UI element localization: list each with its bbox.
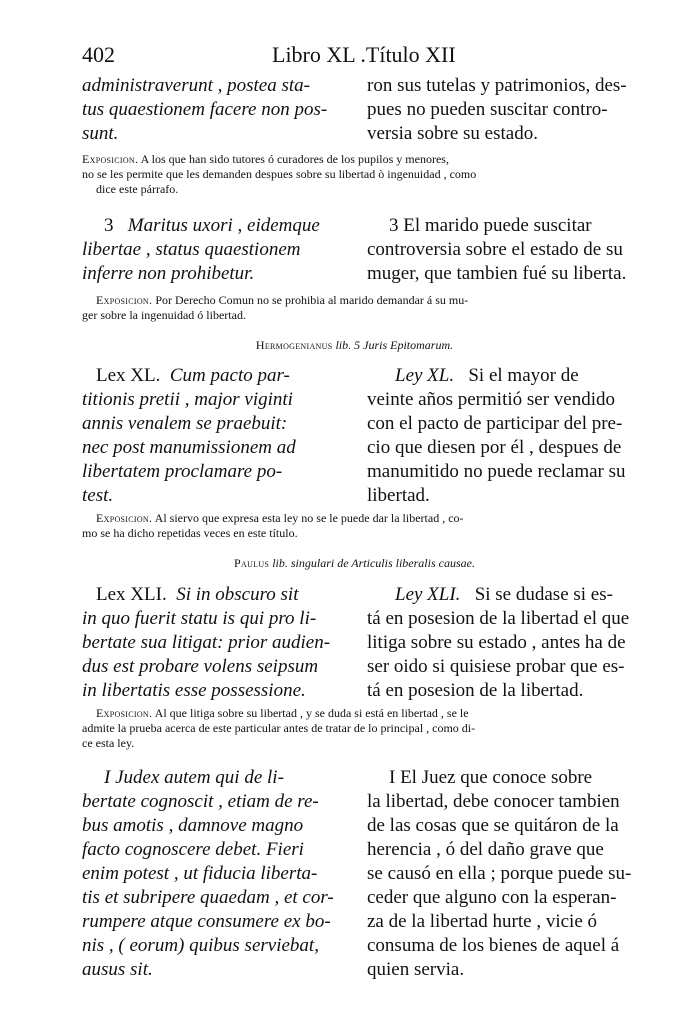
spanish-line: libertad. [367, 485, 430, 506]
spanish-line: herencia , ó del daño grave que [367, 839, 604, 860]
spanish-line: con el pacto de participar del pre- [367, 413, 623, 434]
exposicion-text: ger sobre la ingenuidad ó libertad. [82, 308, 246, 322]
latin-line: in libertatis esse possessione. [82, 680, 306, 701]
source-author: Paulus [234, 556, 270, 570]
latin-line: bertate sua litigat: prior audien- [82, 632, 331, 653]
running-title: Libro XL .Título XII [272, 42, 456, 67]
spanish-line: manumitido no puede reclamar su [367, 461, 626, 482]
latin-line: libertatem proclamare po- [82, 461, 283, 482]
spanish-line: tá en posesion de la libertad el que [367, 608, 630, 629]
spanish-column [367, 364, 627, 508]
spanish-line: quien servia. [367, 959, 465, 980]
spanish-line: muger, que tambien fué su liberta. [367, 263, 627, 284]
spanish-line: consuma de los bienes de aquel á [367, 935, 620, 956]
latin-line: tus quaestionem facere non pos- [82, 99, 328, 120]
exposicion-text: Por Derecho Comun no se prohibia al marido demandar á su mu- [155, 293, 469, 307]
exposicion-text: dice este párrafo. [96, 182, 179, 196]
latin-line: test. [82, 485, 114, 506]
exposicion-text: Al siervo que expresa esta ley no se le puede dar la libertad , co- [154, 511, 464, 525]
latin-line: bus amotis , damnove magno [82, 815, 304, 836]
spanish-line: Si el mayor de [468, 365, 579, 386]
spanish-line: tá en posesion de la libertad. [367, 680, 584, 701]
latin-line: Si in obscuro sit [176, 584, 299, 605]
exposicion-label: Exposicion. [96, 511, 153, 525]
exposicion-label: Exposicion. [96, 706, 153, 720]
exposicion-2 [82, 293, 627, 323]
latin-line: dus est probare volens seipsum [82, 656, 319, 677]
latin-line: I Judex autem qui de li- [104, 767, 284, 788]
spanish-column [367, 74, 627, 146]
spanish-column [367, 766, 632, 982]
spanish-line: se causó en ella ; porque puede su- [367, 863, 632, 884]
spanish-line: la libertad, debe conocer tambien [367, 791, 620, 812]
paragraph-number: 3 [104, 215, 114, 236]
source-citation-1 [82, 338, 627, 353]
latin-line: tis et subripere quaedam , et cor- [82, 887, 334, 908]
exposicion-text: A los que han sido tutores ó curadores de los pupilos y menores, [140, 152, 449, 166]
exposicion-label: Exposicion. [82, 152, 139, 166]
page-number: 402 [82, 42, 115, 67]
latin-column [82, 766, 350, 982]
spanish-column [367, 214, 627, 286]
latin-column [82, 583, 350, 703]
exposicion-text: mo se ha dicho repetidas veces en este título. [82, 526, 298, 540]
spanish-line: litiga sobre su estado , antes ha de [367, 632, 626, 653]
latin-line: inferre non prohibetur. [82, 263, 255, 284]
latin-column [82, 364, 350, 508]
exposicion-4 [82, 706, 627, 751]
spanish-line: cio que diesen por él , despues de [367, 437, 622, 458]
spanish-line: versia sobre su estado. [367, 123, 538, 144]
latin-line: nec post manumissionem ad [82, 437, 296, 458]
latin-line: Maritus uxori , eidemque [127, 215, 320, 236]
latin-line: titionis pretii , major viginti [82, 389, 293, 410]
exposicion-text: Al que litiga sobre su libertad , y se duda si está en libertad , se le [154, 706, 469, 720]
spanish-line: veinte años permitió ser vendido [367, 389, 615, 410]
spanish-line: controversia sobre el estado de su [367, 239, 623, 260]
source-author: Hermogenianus [255, 338, 333, 352]
exposicion-label: Exposicion. [96, 293, 153, 307]
latin-line: sunt. [82, 123, 119, 144]
spanish-column [367, 583, 630, 703]
latin-line: libertae , status quaestionem [82, 239, 301, 260]
lex-heading: Lex XL. [96, 365, 161, 386]
spanish-line: ceder que alguno con la esperan- [367, 887, 617, 908]
ley-heading: Ley XL. [395, 365, 455, 386]
latin-line: nis , ( eorum) quibus serviebat, [82, 935, 319, 956]
spanish-line: pues no pueden suscitar contro- [367, 99, 608, 120]
spanish-line: ron sus tutelas y patrimonios, des- [367, 75, 627, 96]
exposicion-text: no se les permite que les demanden despues sobre su libertad ò ingenuidad , como [82, 167, 477, 181]
exposicion-1 [82, 152, 627, 197]
spanish-line: 3 El marido puede suscitar [389, 215, 592, 236]
exposicion-text: admite la prueba acerca de este particular antes de tratar de lo principal , como di- [82, 721, 476, 735]
latin-line: ausus sit. [82, 959, 153, 980]
latin-column [82, 74, 350, 146]
latin-line: in quo fuerit statu is qui pro li- [82, 608, 317, 629]
spanish-line: I El Juez que conoce sobre [389, 767, 593, 788]
latin-line: enim potest , ut fiducia liberta- [82, 863, 318, 884]
latin-line: Cum pacto par- [169, 365, 290, 386]
ley-heading: Ley XLI. [395, 584, 461, 605]
latin-column [82, 214, 350, 286]
spanish-line: Si se dudase si es- [474, 584, 613, 605]
exposicion-text: ce esta ley. [82, 736, 135, 750]
exposicion-3 [82, 511, 627, 541]
latin-line: annis venalem se praebuit: [82, 413, 288, 434]
spanish-line: ser oido si quisiese probar que es- [367, 656, 625, 677]
page-header [82, 42, 627, 72]
latin-line: facto cognoscere debet. Fieri [82, 839, 304, 860]
source-citation-2 [82, 556, 627, 571]
latin-line: rumpere atque consumere ex bo- [82, 911, 331, 932]
spanish-line: za de la libertad hurte , vicie ó [367, 911, 598, 932]
latin-line: bertate cognoscit , etiam de re- [82, 791, 319, 812]
source-work: lib. singulari de Articulis liberalis causae. [272, 556, 475, 570]
spanish-line: de las cosas que se quitáron de la [367, 815, 619, 836]
source-work: lib. 5 Juris Epitomarum. [335, 338, 454, 352]
latin-line: administraverunt , postea sta- [82, 75, 310, 96]
lex-heading: Lex XLI. [96, 584, 167, 605]
